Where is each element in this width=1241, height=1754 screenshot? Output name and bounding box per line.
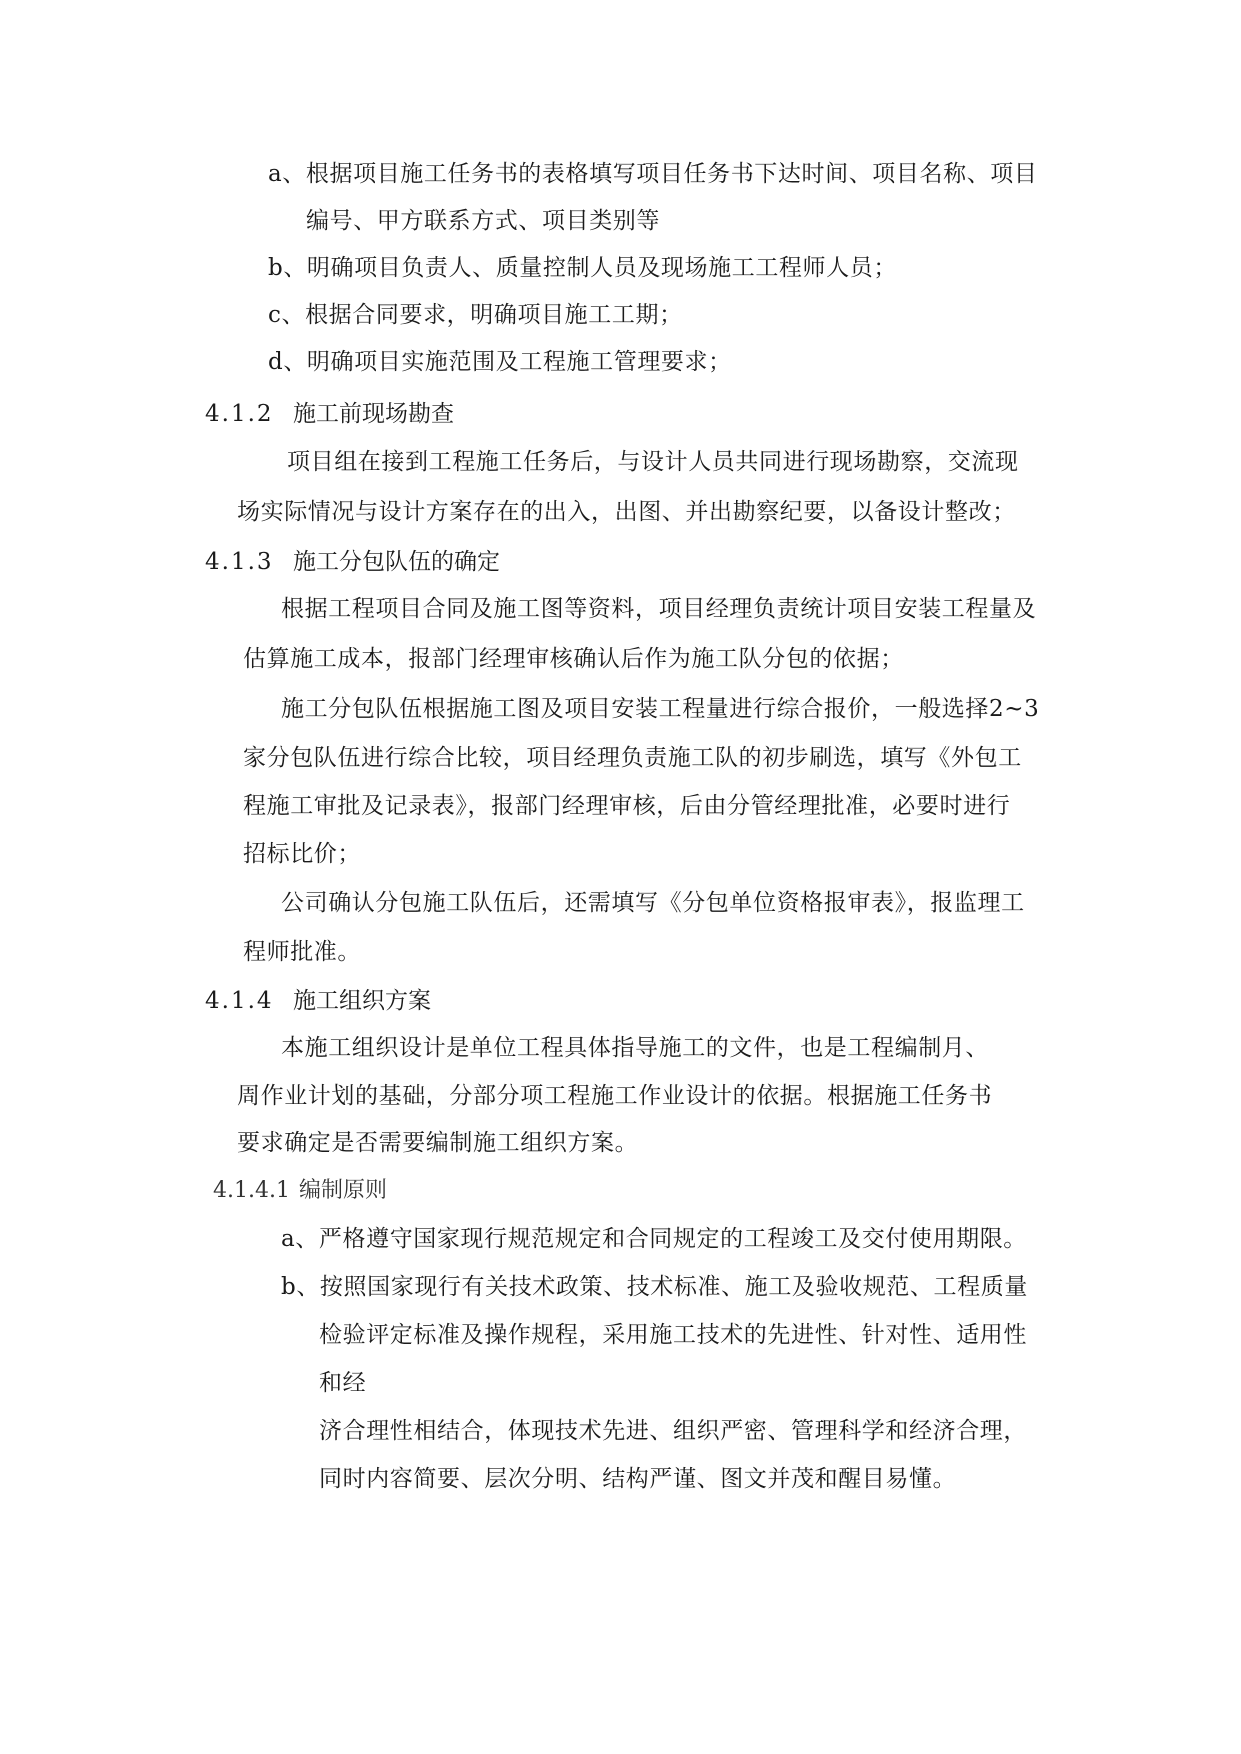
subsection-heading-4-1-4-1 (213, 1176, 387, 1206)
paragraph-line: 程师批准。 (243, 939, 361, 965)
list-item-b-line2: 检验评定标准及操作规程，采用施工技术的先进性、针对性、适用性 (319, 1322, 1027, 1348)
subsection-title: 编制原则 (299, 1178, 388, 1203)
list-item-c: c、根据合同要求，明确项目施工工期； (268, 302, 683, 328)
list-item-a-line1: a、根据项目施工任务书的表格填写项目任务书下达时间、项目名称、项目 (268, 161, 1038, 187)
paragraph-line: 公司确认分包施工队伍后，还需填写《分包单位资格报审表》，报监理工 (281, 890, 1025, 916)
section-title: 施工组织方案 (293, 988, 431, 1014)
section-heading-4-1-4 (205, 986, 431, 1016)
section-title: 施工前现场勘查 (293, 401, 454, 427)
paragraph-line: 周作业计划的基础，分部分项工程施工作业设计的依据。根据施工任务书 (237, 1083, 993, 1109)
section-number: 4.1.2 (205, 401, 274, 427)
list-item-a: a、严格遵守国家现行规范规定和合同规定的工程竣工及交付使用期限。 (281, 1226, 1027, 1252)
list-item-a-line2: 编号、甲方联系方式、项目类别等 (306, 208, 660, 234)
list-item-b-line5: 同时内容简要、层次分明、结构严谨、图文并茂和醒目易懂。 (319, 1466, 957, 1492)
paragraph-line: 估算施工成本，报部门经理审核确认后作为施工队分包的依据； (243, 646, 904, 672)
list-item-b-line3: 和经 (319, 1370, 367, 1396)
paragraph-line: 招标比价； (243, 841, 361, 867)
paragraph-line: 本施工组织设计是单位工程具体指导施工的文件，也是工程编制月、 (281, 1035, 989, 1061)
list-item-b: b、明确项目负责人、质量控制人员及现场施工工程师人员； (268, 255, 897, 281)
paragraph-line: 根据工程项目合同及施工图等资料，项目经理负责统计项目安装工程量及 (281, 596, 1037, 622)
list-item-d: d、明确项目实施范围及工程施工管理要求； (268, 349, 732, 375)
paragraph-line: 场实际情况与设计方案存在的出入，出图、并出勘察纪要，以备设计整改； (237, 499, 1016, 525)
section-heading-4-1-3 (205, 547, 500, 577)
section-heading-4-1-2 (205, 399, 454, 429)
list-item-b-line4: 济合理性相结合，体现技术先进、组织严密、管理科学和经济合理， (319, 1418, 1027, 1444)
paragraph-line: 家分包队伍进行综合比较，项目经理负责施工队的初步刷选，填写《外包工 (243, 745, 1022, 771)
paragraph-line: 施工分包队伍根据施工图及项目安装工程量进行综合报价，一般选择2~3 (281, 696, 1040, 722)
section-number: 4.1.4 (205, 988, 274, 1014)
list-item-b-line1: b、按照国家现行有关技术政策、技术标准、施工及验收规范、工程质量 (281, 1274, 1028, 1300)
section-number: 4.1.3 (205, 549, 274, 575)
section-title: 施工分包队伍的确定 (293, 549, 500, 575)
paragraph-line: 程施工审批及记录表》，报部门经理审核，后由分管经理批准，必要时进行 (243, 793, 1011, 819)
subsection-number: 4.1.4.1 (213, 1178, 290, 1203)
paragraph-line: 要求确定是否需要编制施工组织方案。 (237, 1130, 639, 1156)
paragraph-line: 项目组在接到工程施工任务后，与设计人员共同进行现场勘察，交流现 (287, 449, 1019, 475)
